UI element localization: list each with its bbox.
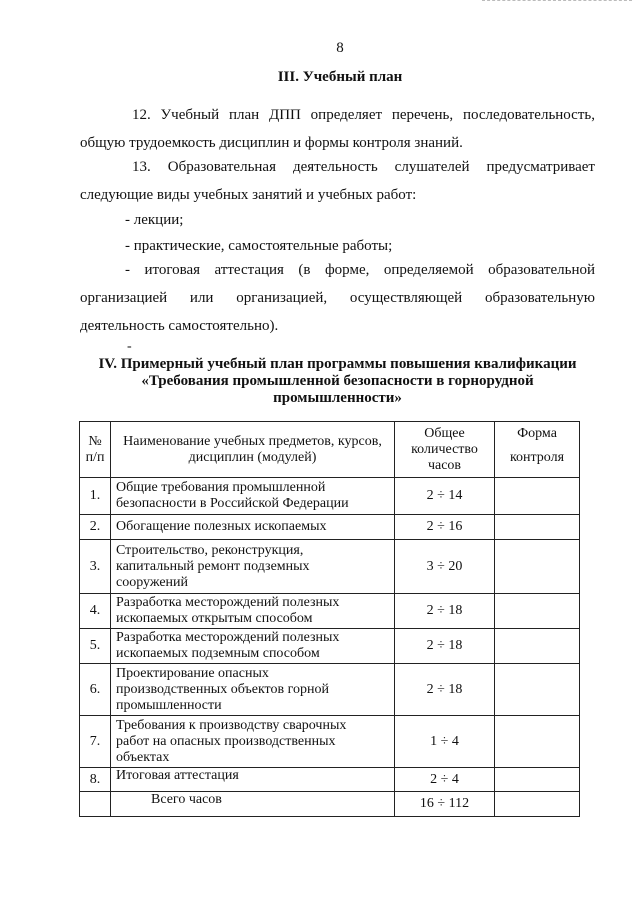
top-dashed-line [482, 0, 632, 1]
p13-line-2: следующие виды учебных занятий и учебных работ: [80, 187, 417, 203]
row-4-name: Разработка месторождений полезных ископаемых открытым способом [111, 594, 395, 629]
item3-line-3: деятельность самостоятельно). [80, 318, 279, 334]
p12-line-1: 12. Учебный план ДПП определяет перечень, последовательность, [132, 107, 595, 123]
p12-line-2: общую трудоемкость дисциплин и формы контроля знаний. [80, 135, 463, 151]
table-row [80, 716, 580, 768]
row-2-num: 2. [80, 515, 111, 540]
total-form [495, 792, 580, 817]
table-row [80, 478, 580, 515]
row-2-hours: 2 ÷ 16 [395, 515, 495, 540]
list-item-practical: - практические, самостоятельные работы; [125, 238, 393, 254]
item3-line-1: - итоговая аттестация (в форме, определяемой образовательной [125, 262, 595, 278]
row-4-hours: 2 ÷ 18 [395, 594, 495, 629]
section4-title-line-2: «Требования промышленной безопасности в горнорудной [141, 373, 534, 389]
row-8-num: 8. [80, 768, 111, 792]
row-8-hours: 2 ÷ 4 [395, 768, 495, 792]
row-3-num: 3. [80, 540, 111, 594]
section4-title-line-3: промышленности» [273, 390, 402, 406]
row-4-num: 4. [80, 594, 111, 629]
row-4-form [495, 594, 580, 629]
total-hours: 16 ÷ 112 [395, 792, 495, 817]
table-header-row [80, 422, 580, 478]
p13-line-1: 13. Образовательная деятельность слушателей предусматривает [132, 159, 595, 175]
paragraph-13 [80, 153, 595, 209]
row-6-form [495, 664, 580, 716]
row-3-name: Строительство, реконструкция, капитальный ремонт подземных сооружений [111, 540, 395, 594]
table-row [80, 515, 580, 540]
table-total-row [80, 792, 580, 817]
header-name: Наименование учебных предметов, курсов, дисциплин (модулей) [111, 422, 395, 478]
row-6-hours: 2 ÷ 18 [395, 664, 495, 716]
row-6-name: Проектирование опасных производственных объектов горной промышленности [111, 664, 395, 716]
total-label: Всего часов [111, 792, 395, 817]
row-7-num: 7. [80, 716, 111, 768]
row-7-name: Требования к производству сварочных работ на опасных производственных объектах [111, 716, 395, 768]
table-row [80, 664, 580, 716]
curriculum-table [79, 421, 580, 817]
list-item-lectures: - лекции; [125, 212, 184, 228]
row-5-name: Разработка месторождений полезных ископаемых подземным способом [111, 629, 395, 664]
row-3-form [495, 540, 580, 594]
item3-line-2: организацией или организацией, осуществляющей образовательную [80, 290, 595, 306]
row-7-hours: 1 ÷ 4 [395, 716, 495, 768]
paragraph-12 [80, 101, 595, 157]
page-number: 8 [336, 40, 344, 56]
table-row [80, 594, 580, 629]
row-1-name: Общие требования промышленной безопасности в Российской Федерации [111, 478, 395, 515]
row-3-hours: 3 ÷ 20 [395, 540, 495, 594]
row-5-form [495, 629, 580, 664]
row-7-form [495, 716, 580, 768]
section4-title-line-1: IV. Примерный учебный план программы повышения квалификации [98, 356, 577, 372]
row-8-name: Итоговая аттестация [111, 768, 395, 792]
section4-title [80, 356, 595, 407]
table-row [80, 540, 580, 594]
row-1-hours: 2 ÷ 14 [395, 478, 495, 515]
table-row [80, 768, 580, 792]
total-num [80, 792, 111, 817]
paragraph-final-attestation [80, 256, 595, 340]
table-row [80, 629, 580, 664]
row-2-name: Обогащение полезных ископаемых [111, 515, 395, 540]
row-5-num: 5. [80, 629, 111, 664]
header-num: № п/п [80, 422, 111, 478]
header-hours: Общее количество часов [395, 422, 495, 478]
row-2-form [495, 515, 580, 540]
header-form: Форма контроля [495, 422, 580, 478]
row-1-form [495, 478, 580, 515]
row-6-num: 6. [80, 664, 111, 716]
row-1-num: 1. [80, 478, 111, 515]
section3-title: III. Учебный план [277, 69, 403, 85]
row-8-form [495, 768, 580, 792]
row-5-hours: 2 ÷ 18 [395, 629, 495, 664]
stray-dash: - [127, 339, 132, 354]
